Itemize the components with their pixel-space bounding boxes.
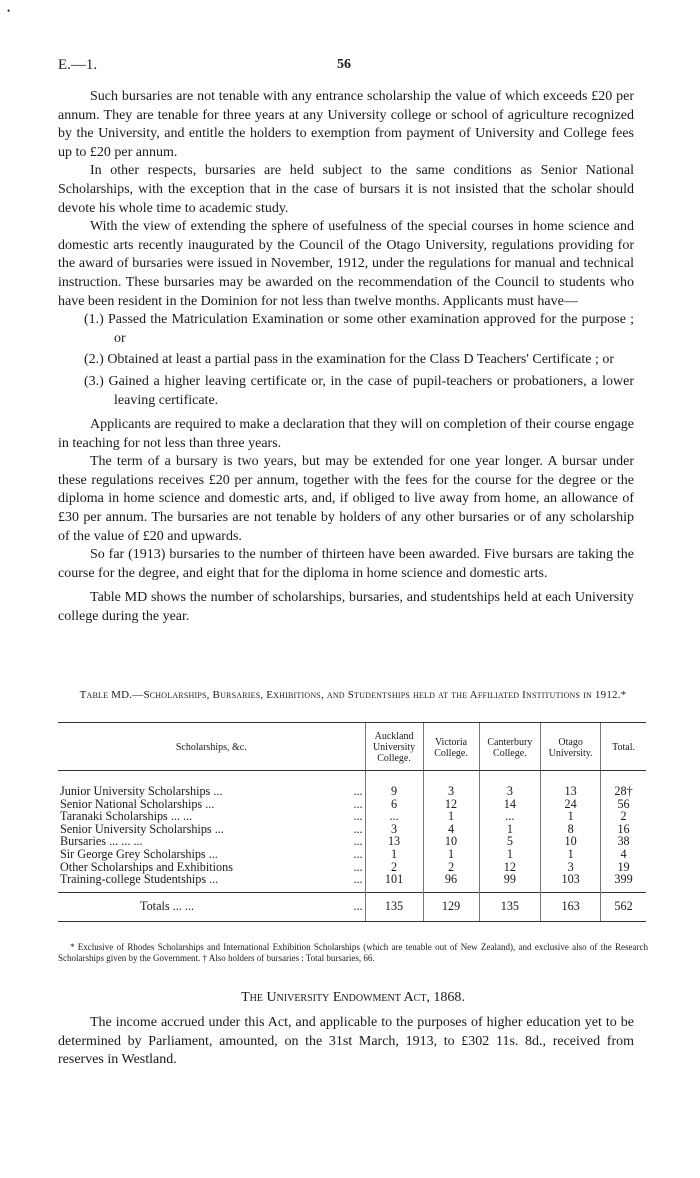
grand-total: 562 — [601, 892, 646, 922]
column-header-otago: Otago University. — [541, 723, 601, 771]
cell-auckland: 6 — [365, 798, 423, 811]
section-heading: The University Endowment Act, 1868. — [241, 990, 465, 1005]
cell-otago: 10 — [541, 835, 601, 848]
table-row — [58, 810, 646, 823]
paragraph-home-science-bursaries: With the view of extending the sphere of usefulness of the special courses in home science and domestic arts recently inaugurated by the Council of the Otago University, regulations providing for the award of bursaries were issued in November, 1912, under the regulations for manual and technical instruction. These bursaries may be awarded on the recommendation of the Council to students who have been resident in the Dominion for not less than twelve months. Applicants must have— — [58, 219, 634, 309]
cell-victoria: 1 — [423, 848, 479, 861]
total-victoria: 129 — [423, 892, 479, 922]
cell-canterbury: 3 — [479, 771, 541, 798]
row-leader: ... — [353, 859, 363, 874]
paragraph-bursary-term: The term of a bursary is two years, but may be extended for one year longer. A bursar under these regulations receives £20 per annum, together with the fees for the course for the degree or the diploma in home science and domestic arts, and, if obliged to live away from home, an allowance of £30 per annum. The bursaries are not tenable by holders of any other bursaries or of any scholarship of the value of £20 and upwards. — [58, 454, 634, 544]
cell-canterbury: 1 — [479, 823, 541, 836]
requirements-list — [58, 311, 634, 410]
total-otago: 163 — [541, 892, 601, 922]
cell-total: 56 — [601, 798, 646, 811]
body-text — [58, 88, 634, 627]
column-header-scholarships: Scholarships, &c. — [58, 723, 365, 771]
row-leader: ... — [353, 872, 363, 887]
cell-total: 19 — [601, 861, 646, 874]
cell-otago: 8 — [541, 823, 601, 836]
table-row — [58, 873, 646, 892]
row-label: Senior National Scholarships ... — [60, 796, 215, 811]
cell-canterbury: 14 — [479, 798, 541, 811]
requirement-item-2: (2.) Obtained at least a partial pass in the examination for the Class D Teachers' Certificate ; or — [84, 352, 614, 368]
requirement-item-3: (3.) Gained a higher leaving certificate or, in the case of pupil-teachers or probationers, a lower leaving certificate. — [84, 373, 634, 408]
requirement-item-1: (1.) Passed the Matriculation Examination or some other examination approved for the purpose ; or — [84, 312, 634, 346]
cell-victoria: 2 — [423, 861, 479, 874]
row-leader: ... — [353, 834, 363, 849]
cell-auckland: 1 — [365, 848, 423, 861]
cell-total: 16 — [601, 823, 646, 836]
paragraph-bursaries-awarded: So far (1913) bursaries to the number of thirteen have been awarded. Five bursars are taking the course for the degree, and eight that for the diploma in home science and domestic arts. — [58, 547, 634, 581]
cell-canterbury: 1 — [479, 848, 541, 861]
cell-otago: 1 — [541, 848, 601, 861]
paragraph-endowment-income: The income accrued under this Act, and applicable to the purposes of higher education yet to be determined by Parliament, amounted, on the 31st March, 1913, to £302 11s. 8d., received from reserves in Westland. — [58, 1015, 634, 1068]
row-label: Bursaries ... ... ... — [60, 834, 143, 849]
cell-auckland: 2 — [365, 861, 423, 874]
column-header-canterbury: Canterbury College. — [479, 723, 541, 771]
table-caption: Table MD.—Scholarships, Bursaries, Exhibitions, and Studentships held at the Affiliated Institutions in 1912.* — [79, 689, 627, 701]
row-label: Taranaki Scholarships ... ... — [60, 809, 193, 824]
total-auckland: 135 — [365, 892, 423, 922]
corner-mark: • — [7, 6, 11, 16]
cell-victoria: 1 — [423, 810, 479, 823]
cell-canterbury: 5 — [479, 835, 541, 848]
row-leader: ... — [353, 846, 363, 861]
cell-otago: 13 — [541, 771, 601, 798]
row-label: Other Scholarships and Exhibitions — [60, 859, 233, 874]
column-header-auckland: Auckland University College. — [365, 723, 423, 771]
row-label: Sir George Grey Scholarships ... — [60, 846, 218, 861]
cell-victoria: 12 — [423, 798, 479, 811]
footnote-text: * Exclusive of Rhodes Scholarships and International Exhibition Scholarships (which are tenable out of New Zealand), and exclusive also of the Research Scholarships given by the Government. † Also holders of bursaries : Total bursaries, 66. — [58, 942, 648, 963]
scholarships-table-container — [58, 722, 646, 922]
table-footnote — [58, 942, 648, 964]
cell-victoria: 10 — [423, 835, 479, 848]
cell-canterbury: 99 — [479, 873, 541, 892]
table-header-row — [58, 723, 646, 771]
row-label: Senior University Scholarships ... — [60, 821, 224, 836]
section-body — [58, 1014, 634, 1070]
cell-otago: 3 — [541, 861, 601, 874]
cell-auckland: 9 — [365, 771, 423, 798]
totals-leader: ... — [343, 892, 365, 922]
cell-canterbury: 12 — [479, 861, 541, 874]
totals-row — [58, 892, 646, 922]
column-header-victoria: Victoria College. — [423, 723, 479, 771]
row-leader: ... — [353, 796, 363, 811]
page-number: 56 — [337, 57, 351, 72]
column-header-total: Total. — [601, 723, 646, 771]
row-label: Training-college Studentships ... — [60, 872, 219, 887]
paragraph-bursary-tenure: Such bursaries are not tenable with any entrance scholarship the value of which exceeds £20 per annum. They are tenable for three years at any University college or school of agriculture recognized by the University, and entitle the holders to exemption from payment of University and College fees up to £20 per annum. — [58, 89, 634, 160]
cell-total: 399 — [601, 873, 646, 892]
paragraph-table-intro: Table MD shows the number of scholarships, bursaries, and studentships held at each University college during the year. — [58, 590, 634, 625]
totals-label: Totals ... ... — [58, 892, 343, 922]
table-row — [58, 771, 646, 798]
cell-auckland: 13 — [365, 835, 423, 848]
paragraph-declaration: Applicants are required to make a declaration that they will on completion of their course engage in teaching for not less than three years. — [58, 417, 634, 451]
cell-canterbury: ... — [479, 810, 541, 823]
page-header — [58, 57, 646, 77]
cell-total: 2 — [601, 810, 646, 823]
cell-total: 38 — [601, 835, 646, 848]
cell-otago: 103 — [541, 873, 601, 892]
cell-auckland: 101 — [365, 873, 423, 892]
cell-otago: 24 — [541, 798, 601, 811]
row-leader: ... — [353, 809, 363, 824]
header-reference: E.—1. — [58, 57, 98, 73]
total-canterbury: 135 — [479, 892, 541, 922]
cell-victoria: 96 — [423, 873, 479, 892]
paragraph-bursary-conditions: In other respects, bursaries are held subject to the same conditions as Senior National Scholarships, with the exception that in the case of bursars it is not insisted that the scholar should devote his whole time to academic study. — [58, 163, 634, 216]
scholarships-table — [58, 722, 646, 922]
cell-otago: 1 — [541, 810, 601, 823]
cell-auckland: ... — [365, 810, 423, 823]
cell-victoria: 4 — [423, 823, 479, 836]
cell-total: 28† — [601, 771, 646, 798]
row-leader: ... — [353, 821, 363, 836]
cell-auckland: 3 — [365, 823, 423, 836]
row-leader: ... — [353, 784, 363, 798]
cell-total: 4 — [601, 848, 646, 861]
table-row — [58, 823, 646, 836]
cell-victoria: 3 — [423, 771, 479, 798]
row-label: Junior University Scholarships ... — [60, 784, 223, 798]
table-row — [58, 848, 646, 861]
